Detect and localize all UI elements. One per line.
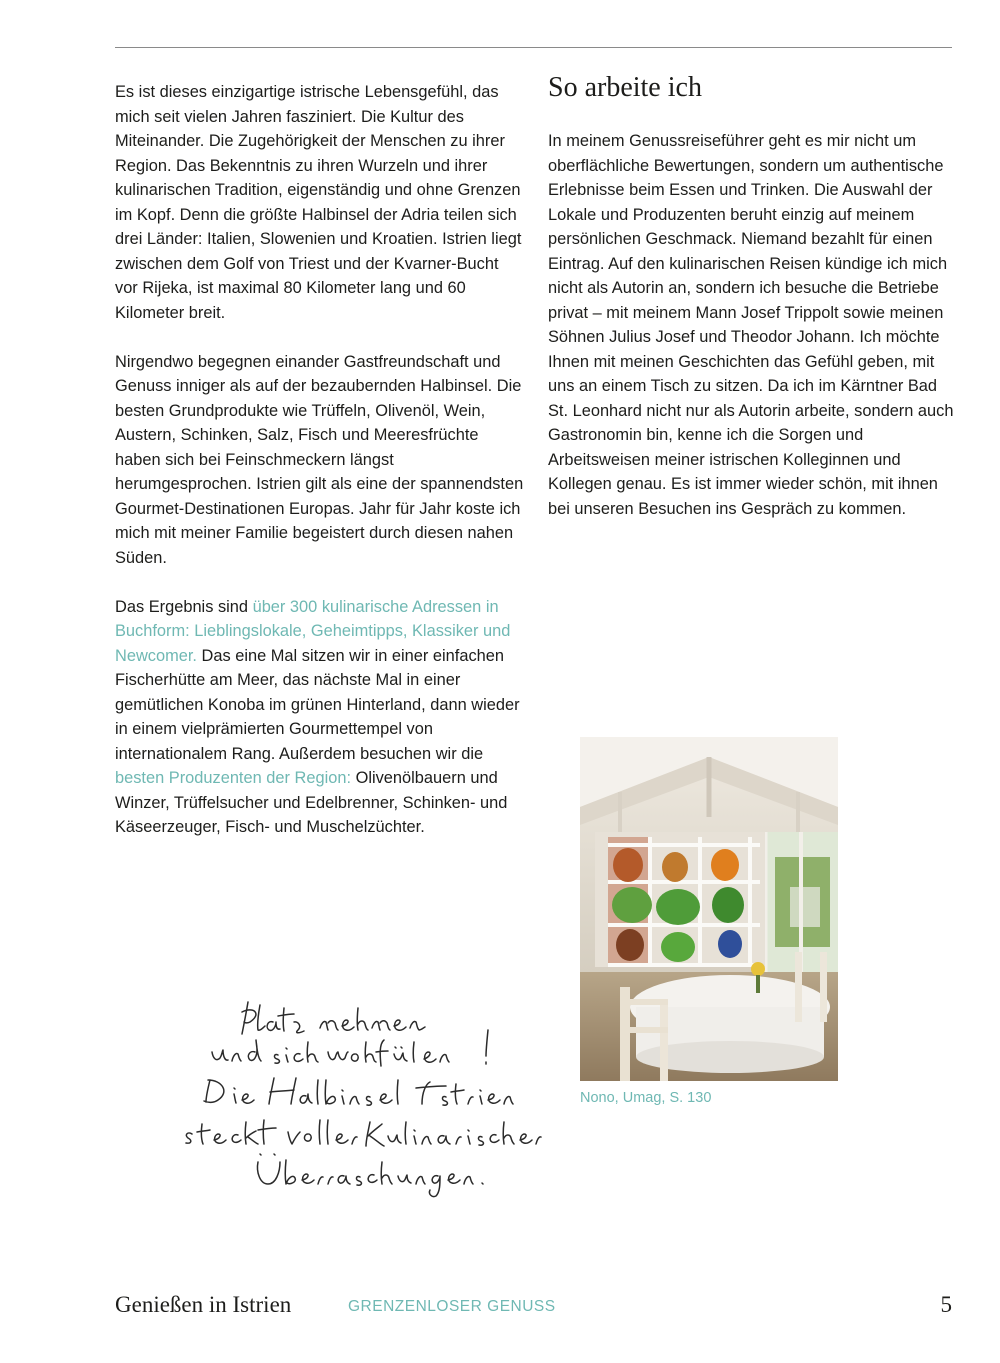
handwritten-note: [170, 1000, 570, 1200]
page-number: 5: [940, 1292, 952, 1317]
top-rule: [115, 47, 952, 48]
highlight-addresses: über 300 kulinarische Adressen in Buchform: Lieblingslokale, Geheimtipps, Klassiker und Newcomer.: [115, 597, 511, 665]
right-column: [548, 129, 960, 546]
left-column: [115, 80, 525, 864]
book-title: Genießen in Istrien: [115, 1292, 292, 1317]
left-paragraph-3: [115, 595, 525, 840]
highlight-producers: besten Produzenten der Region:: [115, 769, 352, 787]
section-heading: So arbeite ich: [548, 72, 702, 103]
left-paragraph-2: Nirgendwo begegnen einander Gastfreundschaft und Genuss inniger als auf der bezaubernden Halbinsel. Die besten Grundprodukte wie Trüffeln, Olivenöl, Wein, Austern, Schinken, Salz, Fisch und Meeresfrüchte haben sich bei Feinschmeckern längst herumgesprochen. Istrien gilt als eine der spannendsten Gourmet-Destinationen Europas. Jahr für Jahr koste ich mich mit meiner Familie begeistert durch diesen nahen Süden.: [115, 352, 524, 567]
restaurant-photo: [580, 737, 838, 1081]
chapter-label: GRENZENLOSER GENUSS: [348, 1298, 556, 1315]
paragraph-text: Das eine Mal sitzen wir in einer einfachen Fischerhütte am Meer, das nächste Mal in einer gemütlichen Konoba im grünen Hinterland, dann wieder in einem vielprämierten Gourmettempel von internationalem Rang. Außerdem besuchen wir die: [115, 646, 520, 763]
photo-caption: Nono, Umag, S. 130: [580, 1090, 712, 1106]
left-paragraph-1: Es ist dieses einzigartige istrische Lebensgefühl, das mich seit vielen Jahren fasziniert. Die Kultur des Miteinander. Die Zugehörigkeit der Menschen zu ihrer Region. Das Bekenntnis zu ihren Wurzeln und ihrer kulinarischen Tradition, eigenständig und ohne Grenzen im Kopf. Denn die größte Halbinsel der Adria teilen sich drei Länder: Italien, Slowenien und Kroatien. Istrien liegt zwischen dem Golf von Triest und der Kvarner-Bucht vor Rijeka, ist maximal 80 Kilometer lang und 60 Kilometer breit.: [115, 83, 522, 322]
paragraph-text: Das Ergebnis sind: [115, 597, 253, 616]
restaurant-interior-illustration: [580, 737, 838, 1081]
page-footer: [115, 1292, 952, 1322]
paragraph-text: Olivenölbauern und Winzer, Trüffelsucher und Edelbrenner, Schinken- und Käseerzeuger, Fisch- und Muschelzüchter.: [115, 769, 508, 836]
right-paragraph-1: In meinem Genussreiseführer geht es mir nicht um oberflächliche Bewertungen, sondern um authentische Erlebnisse beim Essen und Trinken. Die Auswahl der Lokale und Produzenten beruht einzig auf meinem persönlichen Geschmack. Niemand bezahlt für einen Eintrag. Auf den kulinarischen Reisen kündige ich mich nicht als Autorin an, sondern ich besuche die Betriebe privat – mit meinem Mann Josef Trippolt sowie meinen Söhnen Julius Josef und Theodor Johann. Ich möchte Ihnen mit meinen Geschichten das Gefühl geben, mit uns an einem Tisch zu sitzen. Da ich im Kärntner Bad St. Leonhard nicht nur als Autorin arbeite, sondern auch Gastronomin bin, kenne ich die Sorgen und Arbeitsweisen meiner istrischen Kolleginnen und Kollegen genau. Es ist immer wieder schön, mit ihnen bei unseren Besuchen ins Gespräch zu kommen.: [548, 132, 954, 518]
